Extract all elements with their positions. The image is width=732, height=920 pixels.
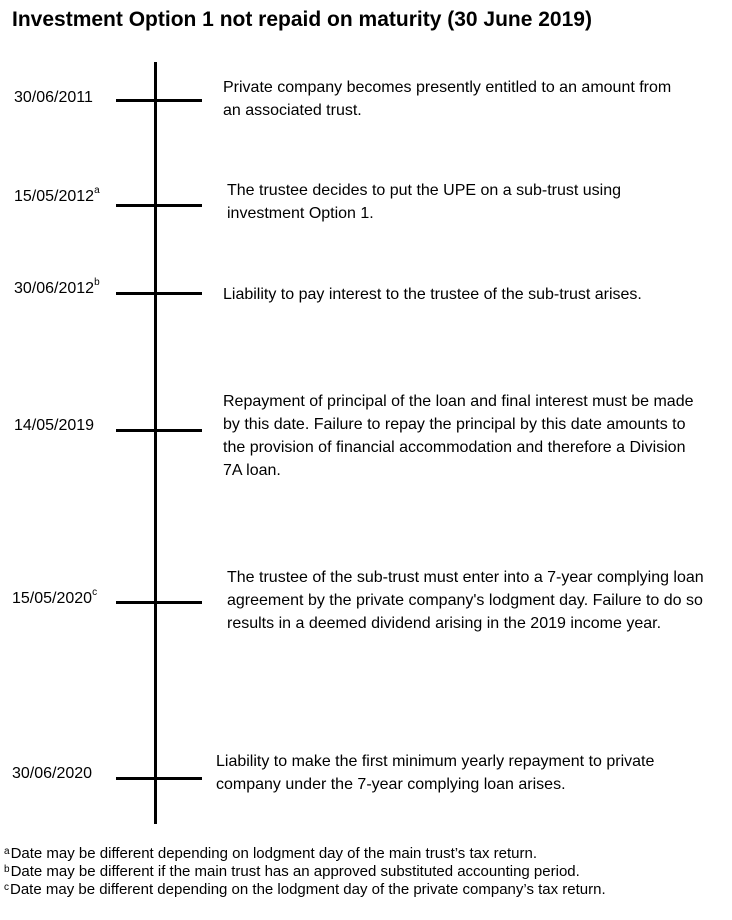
timeline-tick — [116, 429, 202, 432]
event-description: The trustee decides to put the UPE on a sub-trust using investment Option 1. — [227, 182, 621, 222]
event-date: 15/05/2020$^c$ — [12, 587, 98, 607]
footnote: $^a$Date may be different depending on lodgment day of the main trust’s tax return. — [4, 845, 537, 862]
event-date: 15/05/2012$^a$ — [14, 185, 100, 205]
footnote: $^b$Date may be different if the main trust has an approved substituted accounting period. — [4, 863, 580, 880]
timeline-axis — [154, 62, 157, 824]
timeline-tick — [116, 99, 202, 102]
diagram-title: Investment Option 1 not repaid on maturity (30 June 2019) — [12, 8, 592, 31]
timeline-tick — [116, 292, 202, 295]
event-description: Private company becomes presently entitled to an amount from an associated trust. — [223, 79, 672, 119]
event-date: 30/06/2012$^b$ — [14, 277, 100, 297]
event-description: The trustee of the sub-trust must enter into a 7-year complying loan agreement by the private company's lodgment day. Failure to do so results in a deemed dividend arising in the 2019 income year. — [227, 569, 704, 632]
event-description: Liability to make the first minimum yearly repayment to private company under the 7-year complying loan arises. — [216, 753, 655, 793]
timeline-tick — [116, 601, 202, 604]
event-date: 30/06/2011 — [14, 89, 93, 106]
footnotes — [4, 845, 606, 899]
timeline-tick — [116, 777, 202, 780]
event-description: Repayment of principal of the loan and final interest must be made by this date. Failure to repay the principal by this date amounts to the provision of financial accommodation and therefore a Division 7A loan. — [223, 393, 694, 479]
event-date: 30/06/2020 — [12, 765, 93, 782]
timeline-tick — [116, 204, 202, 207]
event-description: Liability to pay interest to the trustee of the sub-trust arises. — [223, 286, 642, 303]
event-date: 14/05/2019 — [14, 417, 95, 434]
footnote: $^c$Date may be different depending on the lodgment day of the private company’s tax return. — [4, 881, 606, 898]
